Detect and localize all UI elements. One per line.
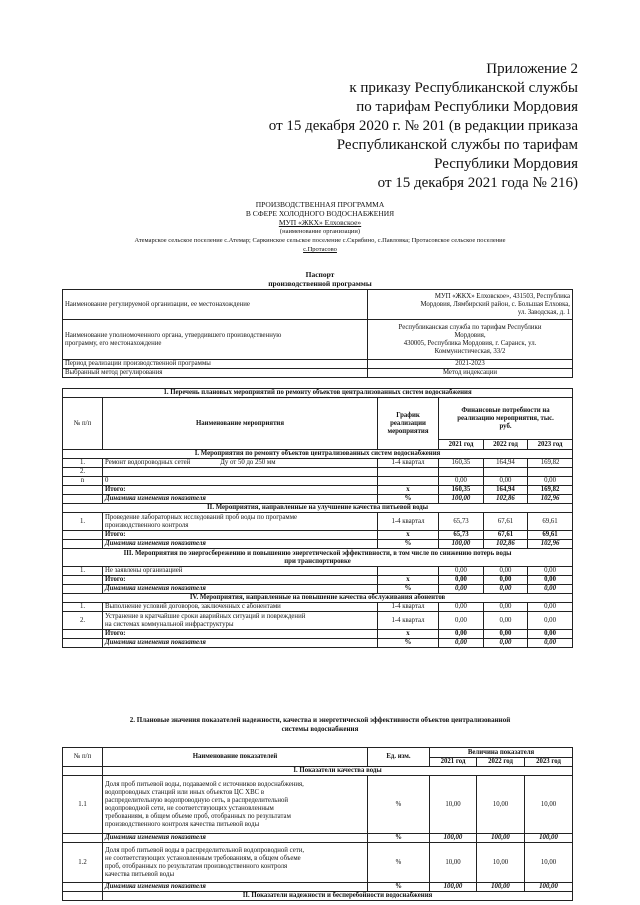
col-finance-header xyxy=(439,398,573,440)
row-name-part: Ду от 50 до 250 мм xyxy=(220,459,276,466)
dynamics-2021: 100,00 xyxy=(430,883,477,892)
appendix-line-5: Республиканской службы по тарифам xyxy=(336,137,578,153)
row-schedule xyxy=(378,567,439,576)
program-title-1: ПРОИЗВОДСТВЕННАЯ ПРОГРАММА xyxy=(255,200,385,209)
passport-row-method xyxy=(63,369,573,378)
row-num: 1. xyxy=(63,513,103,531)
total-2023: 0,00 xyxy=(528,630,573,639)
row-value-2022: 0,00 xyxy=(484,567,528,576)
passport-value-line: 430005, Республика Мордовия, г. Саранск, ул. xyxy=(403,339,537,347)
dynamics-2022: 0,00 xyxy=(484,585,528,594)
empty-cell xyxy=(63,892,103,901)
row-name: Выполнение условий договоров, заключенных с абонентами xyxy=(103,603,378,612)
row-value-2022: 10,00 xyxy=(477,843,525,883)
dynamics-unit: % xyxy=(378,639,439,648)
table-row xyxy=(63,603,573,612)
header-line: руб. xyxy=(499,422,512,430)
total-2023: 169,82 xyxy=(528,486,573,495)
row-name-line: производственного контроля качества питьевой воды xyxy=(105,820,260,828)
row-name-line: производственного контроля xyxy=(105,521,189,529)
passport-label: Наименование регулируемой организации, ее местонахождение xyxy=(63,290,368,320)
row-value-2023: 0,00 xyxy=(528,567,573,576)
row-name xyxy=(103,513,378,531)
row-value-2021 xyxy=(439,468,484,477)
year-2023-header: 2023 год xyxy=(528,440,573,450)
passport-value: Метод индексации xyxy=(368,369,573,378)
section-2-title-line: системы водоснабжения xyxy=(281,725,359,733)
passport-title-1: Паспорт xyxy=(305,270,335,279)
row-value-2021: 160,35 xyxy=(439,459,484,468)
total-label: Итого: xyxy=(103,576,378,585)
row-value-2023: 0,00 xyxy=(528,612,573,630)
dynamics-label: Динамика изменения показателя xyxy=(103,639,378,648)
passport-row-authority xyxy=(63,320,573,360)
table-row xyxy=(63,776,573,834)
territory-line-2: с.Протасово xyxy=(303,246,337,253)
passport-table xyxy=(62,289,573,378)
row-unit: % xyxy=(368,843,430,883)
year-2021-header: 2021 год xyxy=(439,440,484,450)
row-value-2021: 10,00 xyxy=(430,776,477,834)
row-name-part: Ремонт водопроводных сетей xyxy=(105,459,191,466)
row-name-line: Доля проб питьевой воды, подаваемой с источников водоснабжения, xyxy=(105,780,304,788)
dynamics-row xyxy=(63,883,573,892)
row-name-line: проб, отобранных по результатам производственного контроля xyxy=(105,862,288,870)
passport-row-organization xyxy=(63,290,573,320)
row-value-2022: 164,94 xyxy=(484,459,528,468)
dynamics-2022: 0,00 xyxy=(484,639,528,648)
row-schedule: 1-4 квартал xyxy=(378,603,439,612)
dynamics-label: Динамика изменения показателя xyxy=(103,883,368,892)
dynamics-2022: 100,00 xyxy=(477,834,525,843)
row-schedule: 1-4 квартал xyxy=(378,612,439,630)
row-num xyxy=(63,540,103,549)
group-title: I. Показатели качества воды xyxy=(103,767,573,776)
total-unit: х xyxy=(378,531,439,540)
program-title-2: В СФЕРЕ ХОЛОДНОГО ВОДОСНАБЖЕНИЯ xyxy=(245,209,395,218)
row-value-2021: 10,00 xyxy=(430,843,477,883)
row-num xyxy=(63,834,103,843)
dynamics-2021: 100,00 xyxy=(439,540,484,549)
row-value-2022: 0,00 xyxy=(484,603,528,612)
row-num xyxy=(63,639,103,648)
dynamics-2022: 102,86 xyxy=(484,540,528,549)
dynamics-unit: % xyxy=(378,585,439,594)
header-line: реализации xyxy=(390,419,426,427)
row-name-line: на системах коммунальной инфраструктуры xyxy=(105,620,234,628)
row-num xyxy=(63,531,103,540)
col-name-header: Наименование мероприятия xyxy=(103,398,378,450)
dynamics-unit: % xyxy=(378,495,439,504)
total-2021: 160,35 xyxy=(439,486,484,495)
passport-label-line: программу, его местонахождение xyxy=(65,339,162,347)
passport-value-line: Мордовия, xyxy=(454,331,486,339)
row-num xyxy=(63,585,103,594)
row-num: 1.1 xyxy=(63,776,103,834)
row-value-2021: 0,00 xyxy=(439,567,484,576)
header-line: График xyxy=(396,411,420,419)
year-2021-header: 2021 год xyxy=(430,758,477,767)
section-2-title xyxy=(55,716,585,734)
col-schedule-header xyxy=(378,398,439,450)
row-value-2021: 0,00 xyxy=(439,612,484,630)
table-row xyxy=(63,459,573,468)
table-row xyxy=(63,513,573,531)
dynamics-row xyxy=(63,639,573,648)
row-value-2021: 0,00 xyxy=(439,603,484,612)
table-row xyxy=(63,477,573,486)
row-name xyxy=(103,843,368,883)
row-num xyxy=(63,486,103,495)
row-num xyxy=(63,576,103,585)
row-name xyxy=(103,459,378,468)
row-num: 2. xyxy=(63,612,103,630)
group-title xyxy=(63,549,573,567)
group-title: II. Мероприятия, направленные на улучшение качества питьевой воды xyxy=(63,504,573,513)
appendix-line-6: Республики Мордовия xyxy=(434,156,578,172)
total-unit: х xyxy=(378,630,439,639)
row-schedule: 1-4 квартал xyxy=(378,459,439,468)
appendix-header xyxy=(198,60,578,193)
row-name xyxy=(103,468,378,477)
row-schedule xyxy=(378,477,439,486)
total-2023: 69,61 xyxy=(528,531,573,540)
dynamics-row xyxy=(63,585,573,594)
row-name: 0 xyxy=(103,477,378,486)
total-2021: 65,73 xyxy=(439,531,484,540)
row-value-2022: 0,00 xyxy=(484,477,528,486)
passport-value-line: Коммунистическая, 33/2 xyxy=(434,347,506,355)
total-unit: х xyxy=(378,486,439,495)
passport-value: 2021-2023 xyxy=(368,360,573,369)
passport-row-period xyxy=(63,360,573,369)
section-2-title-line: 2. Плановые значения показателей надежности, качества и энергетической эффективности объектов централизованной xyxy=(129,716,511,724)
row-name-line: требованиям, в общем объеме проб, отобранных по результатам xyxy=(105,812,291,820)
passport-value-line: Мордовия, Лямбирский район, с. Большая Елховка, xyxy=(420,300,570,308)
dynamics-2022: 100,00 xyxy=(477,883,525,892)
row-name xyxy=(103,612,378,630)
table-header-row xyxy=(63,748,573,758)
dynamics-2021: 100,00 xyxy=(439,495,484,504)
total-2022: 0,00 xyxy=(484,576,528,585)
passport-label-line: Наименование уполномоченного органа, утвердившего производственную xyxy=(65,331,282,339)
row-name-line: не соответствующих установленным требованиям, в общем объеме xyxy=(105,854,301,862)
dynamics-2021: 0,00 xyxy=(439,639,484,648)
col-num-header: № п/п xyxy=(63,748,103,767)
total-row xyxy=(63,486,573,495)
table-row xyxy=(63,843,573,883)
total-row xyxy=(63,630,573,639)
row-num xyxy=(63,883,103,892)
row-num: 1.2 xyxy=(63,843,103,883)
dynamics-2023: 0,00 xyxy=(528,585,573,594)
header-line: реализацию мероприятия, тыс. xyxy=(457,414,554,422)
dynamics-unit: % xyxy=(378,540,439,549)
row-value-2023 xyxy=(528,468,573,477)
passport-value-line: ул. Заводская, д. 1 xyxy=(517,308,570,316)
passport-title xyxy=(60,270,580,288)
col-unit-header: Ед. изм. xyxy=(368,748,430,767)
header-line: мероприятия xyxy=(387,427,429,435)
header-line: Финансовые потребности на xyxy=(461,406,550,414)
row-num xyxy=(63,495,103,504)
passport-label: Период реализации производственной программы xyxy=(63,360,368,369)
passport-label xyxy=(63,320,368,360)
program-header xyxy=(60,200,580,254)
total-2022: 164,94 xyxy=(484,486,528,495)
section-1-title: 1. Перечень плановых мероприятий по ремонту объектов централизованных систем водоснабжения xyxy=(63,389,573,398)
row-name-line: водопроводной сети, не соответствующих установленным xyxy=(105,804,274,812)
dynamics-2021: 0,00 xyxy=(439,585,484,594)
year-2022-header: 2022 год xyxy=(484,440,528,450)
col-name-header: Наименование показателей xyxy=(103,748,368,767)
dynamics-2023: 0,00 xyxy=(528,639,573,648)
appendix-line-7: от 15 декабря 2021 года № 216) xyxy=(377,175,578,191)
dynamics-2023: 100,00 xyxy=(525,883,573,892)
group-title-line: III. Мероприятия по энергосбережению и повышению энергетической эффективности, в том числе по снижению потерь воды xyxy=(123,549,512,557)
dynamics-label: Динамика изменения показателя xyxy=(103,540,378,549)
passport-value-line: МУП «ЖКХ» Елховское», 431503, Республика xyxy=(434,292,570,300)
total-row xyxy=(63,531,573,540)
row-num: 1. xyxy=(63,459,103,468)
group-title: II. Показатели надежности и бесперебойности водоснабжения xyxy=(103,892,573,901)
dynamics-label: Динамика изменения показателя xyxy=(103,834,368,843)
row-value-2023: 169,82 xyxy=(528,459,573,468)
row-value-2022: 0,00 xyxy=(484,612,528,630)
empty-cell xyxy=(63,767,103,776)
total-2022: 67,61 xyxy=(484,531,528,540)
total-label: Итого: xyxy=(103,486,378,495)
row-name-line: Доля проб питьевой воды в распределительной водопроводной сети, xyxy=(105,846,305,854)
row-value-2023: 0,00 xyxy=(528,477,573,486)
row-value-2023: 10,00 xyxy=(525,776,573,834)
dynamics-row xyxy=(63,540,573,549)
table-header-row xyxy=(63,398,573,440)
row-num xyxy=(63,630,103,639)
dynamics-unit: % xyxy=(368,883,430,892)
row-num: 1. xyxy=(63,567,103,576)
dynamics-row xyxy=(63,495,573,504)
row-value-2023: 69,61 xyxy=(528,513,573,531)
dynamics-2021: 100,00 xyxy=(430,834,477,843)
dynamics-label: Динамика изменения показателя xyxy=(103,585,378,594)
indicators-table xyxy=(62,747,573,901)
dynamics-2023: 102,96 xyxy=(528,540,573,549)
territory-line-1: Атемарское сельское поселение с.Атемар; Саркинское сельское поселение с.Скрябино, с.Павловка; Протасовское сельское поселение xyxy=(134,237,506,244)
appendix-line-4: от 15 декабря 2020 г. № 201 (в редакции приказа xyxy=(268,118,578,134)
col-value-header: Величина показателя xyxy=(430,748,573,758)
row-value-2021: 0,00 xyxy=(439,477,484,486)
total-unit: х xyxy=(378,576,439,585)
appendix-line-3: по тарифам Республики Мордовия xyxy=(356,99,578,115)
row-schedule xyxy=(378,468,439,477)
row-value-2023: 10,00 xyxy=(525,843,573,883)
table-row xyxy=(63,612,573,630)
group-title: IV. Мероприятия, направленные на повышение качества обслуживания абонентов xyxy=(63,594,573,603)
year-2023-header: 2023 год xyxy=(525,758,573,767)
repair-measures-table xyxy=(62,388,573,648)
row-name-line: распределительную водопроводную сеть, в распределительной xyxy=(105,796,289,804)
dynamics-2023: 102,96 xyxy=(528,495,573,504)
dynamics-unit: % xyxy=(368,834,430,843)
appendix-line-2: к приказу Республиканской службы xyxy=(349,80,578,96)
total-label: Итого: xyxy=(103,531,378,540)
row-num: 2. xyxy=(63,468,103,477)
row-value-2021: 65,73 xyxy=(439,513,484,531)
row-value-2023: 0,00 xyxy=(528,603,573,612)
col-num-header: № п/п xyxy=(63,398,103,450)
row-value-2022 xyxy=(484,468,528,477)
row-name: Не заявлены организацией xyxy=(103,567,378,576)
row-value-2022: 10,00 xyxy=(477,776,525,834)
organization-caption: (наименование организации) xyxy=(279,228,361,235)
dynamics-row xyxy=(63,834,573,843)
passport-label: Выбранный метод регулирования xyxy=(63,369,368,378)
row-num: n xyxy=(63,477,103,486)
row-unit: % xyxy=(368,776,430,834)
row-name-line: Проведение лабораторных исследований проб воды по программе xyxy=(105,513,298,521)
row-num: 1. xyxy=(63,603,103,612)
passport-value xyxy=(368,320,573,360)
appendix-line-1: Приложение 2 xyxy=(486,61,578,77)
table-row xyxy=(63,567,573,576)
row-name-line: Устранение в кратчайшие сроки аварийных ситуаций и повреждений xyxy=(105,612,306,620)
row-value-2022: 67,61 xyxy=(484,513,528,531)
dynamics-label: Динамика изменения показателя xyxy=(103,495,378,504)
passport-value-line: Республиканская служба по тарифам Республики xyxy=(398,323,542,331)
passport-value xyxy=(368,290,573,320)
total-row xyxy=(63,576,573,585)
dynamics-2023: 100,00 xyxy=(525,834,573,843)
total-2023: 0,00 xyxy=(528,576,573,585)
dynamics-2022: 102,86 xyxy=(484,495,528,504)
total-2022: 0,00 xyxy=(484,630,528,639)
passport-title-2: производственной программы xyxy=(268,279,372,288)
group-title: I. Мероприятия по ремонту объектов централизованных систем водоснабжения xyxy=(63,450,573,459)
row-name-line: качества питьевой воды xyxy=(105,870,175,878)
total-2021: 0,00 xyxy=(439,576,484,585)
table-row xyxy=(63,468,573,477)
total-2021: 0,00 xyxy=(439,630,484,639)
row-name-line: водопроводных станций или иных объектов ЦС ХВС в xyxy=(105,788,265,796)
group-title-line: при транспортировке xyxy=(284,557,351,565)
organization-name: МУП «ЖКХ» Елховское» xyxy=(278,218,362,227)
row-schedule: 1-4 квартал xyxy=(378,513,439,531)
year-2022-header: 2022 год xyxy=(477,758,525,767)
row-name xyxy=(103,776,368,834)
total-label: Итого: xyxy=(103,630,378,639)
